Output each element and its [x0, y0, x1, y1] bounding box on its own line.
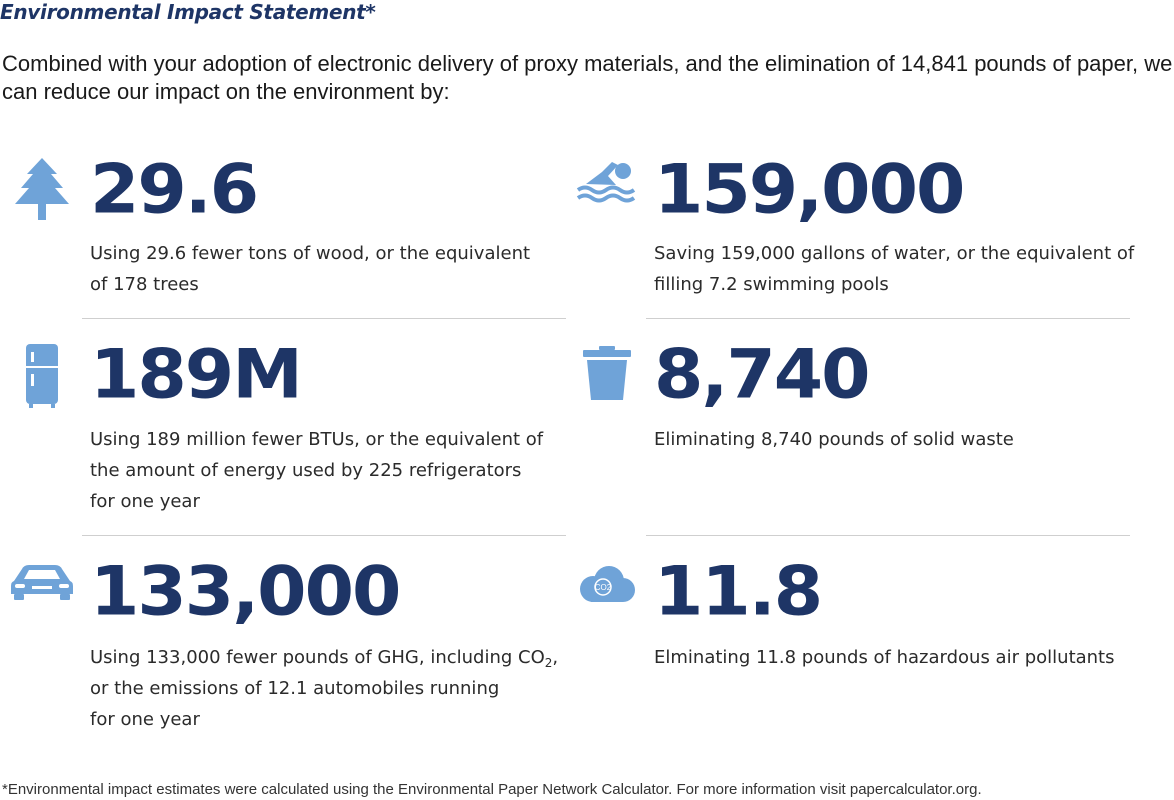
tree-icon	[13, 158, 71, 227]
page-title: Environmental Impact Statement*	[0, 0, 376, 24]
stat-number: 189M	[90, 334, 301, 414]
trash-can-icon	[583, 346, 631, 405]
car-icon	[10, 563, 74, 606]
swimmer-icon	[576, 158, 636, 209]
divider	[646, 535, 1130, 536]
divider	[82, 318, 566, 319]
stat-description: Using 29.6 fewer tons of wood, or the equivalent of 178 trees	[90, 243, 531, 295]
footnote: *Environmental impact estimates were calculated using the Environmental Paper Network Calculator. For more information visit papercalculator.org.	[2, 781, 982, 798]
stat-number: 29.6	[90, 149, 258, 229]
divider	[82, 535, 566, 536]
stat-description: Elminating 11.8 pounds of hazardous air pollutants	[654, 647, 1115, 668]
stat-description: Using 189 million fewer BTUs, or the equivalent of the amount of energy used by 225 refrigerators for one year	[90, 429, 544, 512]
intro-paragraph: Combined with your adoption of electronic delivery of proxy materials, and the elimination of 14,841 pounds of paper, we can reduce our impact on the environment by:	[2, 51, 1173, 104]
refrigerator-icon	[25, 344, 59, 413]
svg-text:CO2: CO2	[594, 583, 612, 592]
stat-number: 11.8	[654, 551, 822, 631]
co2-cloud-icon	[575, 565, 637, 610]
divider	[646, 318, 1130, 319]
stat-description: Eliminating 8,740 pounds of solid waste	[654, 429, 1014, 450]
stat-number: 159,000	[654, 149, 964, 229]
stat-number: 133,000	[90, 551, 400, 631]
stat-description: Saving 159,000 gallons of water, or the equivalent of filling 7.2 swimming pools	[654, 243, 1135, 295]
stat-number: 8,740	[654, 334, 869, 414]
stat-description: Using 133,000 fewer pounds of GHG, including $CO_2$, or the emissions of 12.1 automobiles running for one year	[90, 647, 559, 730]
